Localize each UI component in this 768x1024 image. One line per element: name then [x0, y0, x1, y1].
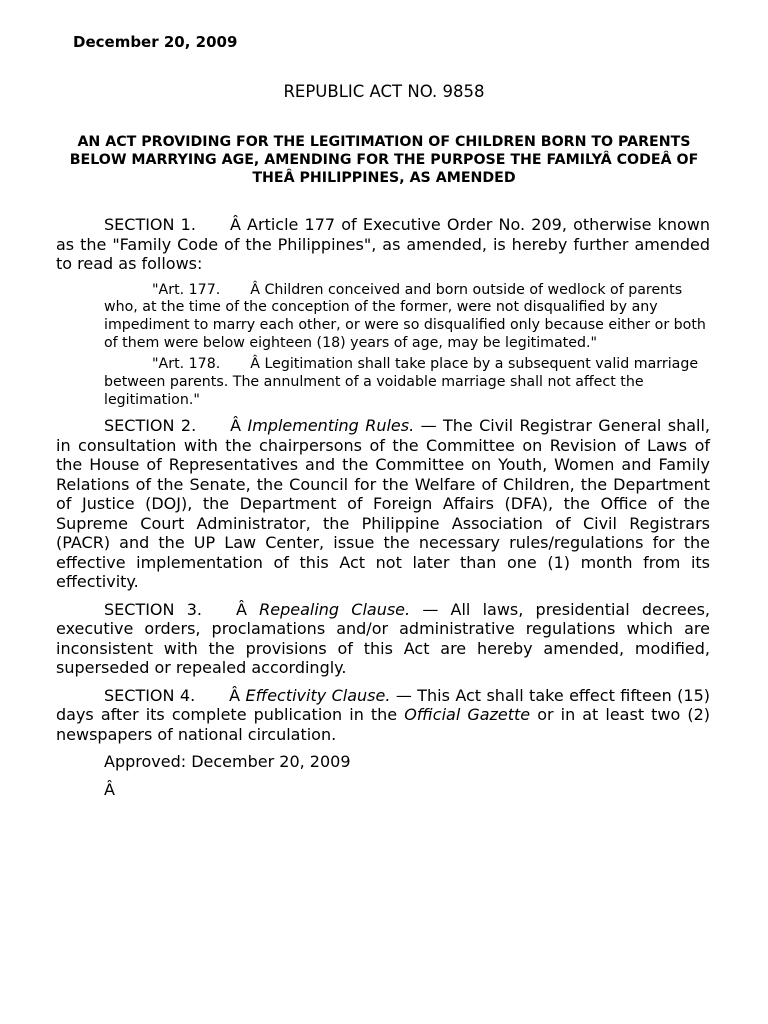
- section-2-prefix: Â: [230, 416, 248, 436]
- section-1-label: SECTION 1.: [104, 215, 196, 234]
- article-178-label: "Art. 178.: [152, 356, 221, 373]
- document-date: December 20, 2009: [73, 33, 238, 51]
- section-3-label: SECTION 3.: [104, 599, 202, 619]
- section-3-heading: Repealing Clause.: [259, 599, 411, 619]
- section-3: [56, 600, 710, 678]
- section-4-heading: Effectivity Clause.: [245, 685, 391, 705]
- section-4-prefix: Â: [229, 685, 246, 705]
- article-178-text: Â Legitimation shall take place by a subsequent valid marriage between parents. The annulment of a voidable marriage shall not affect the legitimation.": [104, 356, 699, 408]
- act-body: [56, 215, 710, 807]
- section-2-text: — The Civil Registrar General shall, in consultation with the chairpersons of the Committee on Revision of Laws of the House of Representatives and the Committee on Youth, Women and Family Relations of the Senate, the Council for the Welfare of Children, the Department of Justice (DOJ), the Department of Foreign Affairs (DFA), the Office of the Supreme Court Administrator, the Philippine Association of Civil Registrars (PACR) and the UP Law Center, issue the necessary rules/regulations for the effective implementation of this Act not later than one (1) month from its effectivity.: [56, 416, 711, 592]
- section-3-text: — All laws, presidential decrees, executive orders, proclamations and/or administrative regulations which are inconsistent with the provisions of this Act are hereby amended, modified, superseded or repealed accordingly.: [56, 599, 711, 678]
- article-177-text: Â Children conceived and born outside of wedlock of parents who, at the time of the conception of the former, were not disqualified by any impediment to marry each other, or were so disqualified only because either or both of them were below eighteen (18) years of age, may be legitimated.": [104, 281, 706, 351]
- section-2-heading: Implementing Rules.: [247, 416, 415, 436]
- section-4-label: SECTION 4.: [104, 685, 196, 705]
- section-3-prefix: Â: [235, 599, 260, 619]
- article-178: [104, 356, 710, 409]
- official-gazette: Official Gazette: [404, 705, 531, 725]
- section-1-text: Â Article 177 of Executive Order No. 209, otherwise known as the "Family Code of the Philippines", as amended, is hereby further amended to read as follows:: [56, 215, 711, 273]
- article-177-label: "Art. 177.: [152, 281, 221, 298]
- act-title: AN ACT PROVIDING FOR THE LEGITIMATION OF CHILDREN BORN TO PARENTS BELOW MARRYING AGE, AMENDING FOR THE PURPOSE THE FAMILYÂ CODEÂ OF THEÂ PHILIPPINES, AS AMENDED: [69, 134, 699, 186]
- article-177: [104, 282, 710, 353]
- section-2: [56, 416, 710, 592]
- section-1: [56, 215, 710, 274]
- section-4-text-before: — This Act shall take effect fifteen (15) days after its complete publication in the: [56, 685, 711, 725]
- approved-date: Approved: December 20, 2009: [104, 752, 351, 772]
- section-4: [56, 686, 710, 745]
- section-2-label: SECTION 2.: [104, 416, 197, 436]
- act-number: REPUBLIC ACT NO. 9858: [283, 82, 485, 101]
- section-4-text-after: or in at least two (2) newspapers of national circulation.: [56, 705, 710, 744]
- trailing-character: Â: [104, 779, 115, 799]
